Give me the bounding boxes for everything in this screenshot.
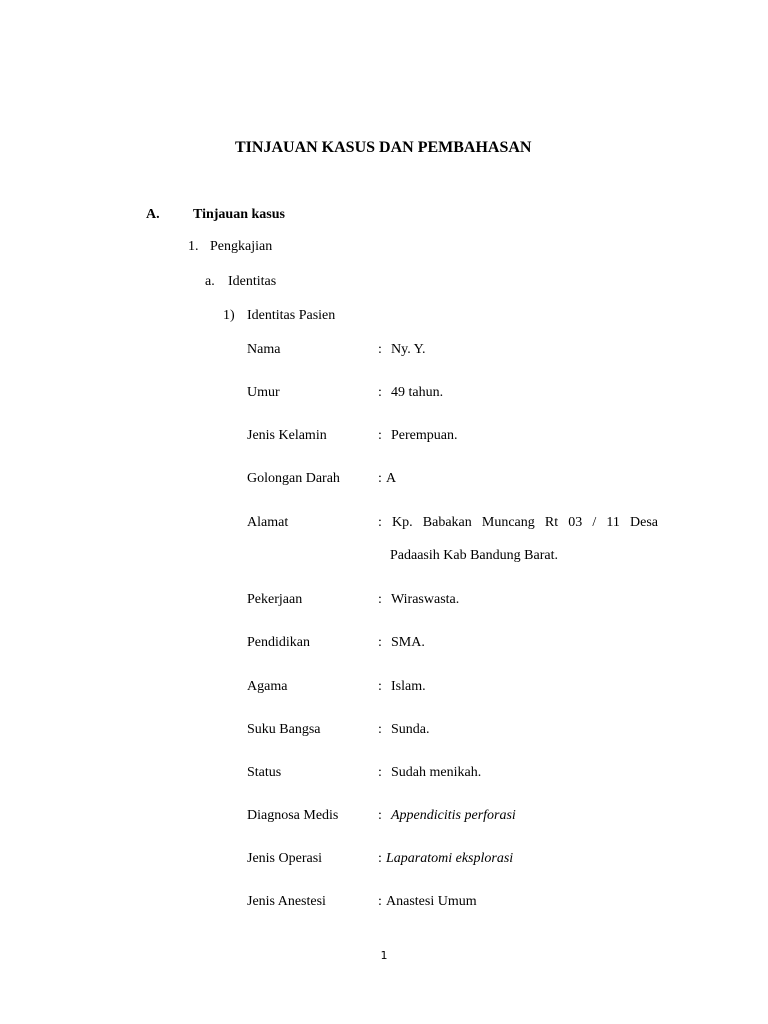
item-heading: Identitas Pasien (247, 308, 336, 323)
subsubsection-letter: a. (205, 274, 215, 289)
section-heading: Tinjauan kasus (193, 207, 285, 222)
field-value-diagnosa-medis: Appendicitis perforasi (391, 808, 516, 823)
field-value-pekerjaan: Wiraswasta. (391, 592, 460, 607)
field-value-umur: 49 tahun. (391, 385, 444, 400)
address-word: Babakan (422, 515, 472, 530)
field-value-status: Sudah menikah. (391, 765, 482, 780)
field-colon: : (378, 471, 382, 486)
page-number: 1 (380, 949, 388, 962)
field-colon: : (378, 342, 382, 357)
field-label-pendidikan: Pendidikan (247, 635, 310, 650)
address-word: / (592, 515, 597, 530)
field-colon: : (378, 428, 382, 443)
field-label-jenis-kelamin: Jenis Kelamin (247, 428, 327, 443)
field-colon: : (378, 385, 382, 400)
subsection-heading: Pengkajian (210, 239, 273, 254)
field-value-jenis-operasi: Laparatomi eksplorasi (386, 851, 514, 866)
item-number: 1) (223, 308, 235, 323)
field-label-jenis-anestesi: Jenis Anestesi (247, 894, 326, 909)
field-colon: : (378, 851, 382, 866)
section-letter: A. (146, 207, 160, 222)
address-word: Muncang (481, 515, 535, 530)
field-label-pekerjaan: Pekerjaan (247, 592, 303, 607)
field-colon: : (378, 679, 382, 694)
field-label-status: Status (247, 765, 282, 780)
field-value-alamat-continued: Padaasih Kab Bandung Barat. (390, 548, 558, 563)
field-colon: : (378, 515, 382, 530)
field-value-nama: Ny. Y. (391, 342, 426, 357)
page-title: TINJAUAN KASUS DAN PEMBAHASAN (235, 139, 532, 156)
field-colon: : (378, 894, 382, 909)
subsubsection-heading: Identitas (228, 274, 277, 289)
field-label-umur: Umur (247, 385, 280, 400)
address-word: Kp. (392, 515, 413, 530)
field-value-golongan-darah: A (386, 471, 397, 486)
field-label-alamat: Alamat (247, 515, 289, 530)
field-label-agama: Agama (247, 679, 288, 694)
field-colon: : (378, 635, 382, 650)
field-colon: : (378, 808, 382, 823)
field-value-agama: Islam. (391, 679, 426, 694)
subsection-number: 1. (188, 239, 199, 254)
field-colon: : (378, 722, 382, 737)
field-label-jenis-operasi: Jenis Operasi (247, 851, 323, 866)
field-label-suku-bangsa: Suku Bangsa (247, 722, 321, 737)
field-value-pendidikan: SMA. (391, 635, 425, 650)
address-word: 11 (606, 515, 620, 530)
address-word: Desa (630, 515, 658, 530)
field-colon: : (378, 765, 382, 780)
field-label-diagnosa-medis: Diagnosa Medis (247, 808, 339, 823)
field-colon: : (378, 592, 382, 607)
field-value-alamat (378, 516, 658, 530)
address-word: Rt (544, 515, 559, 530)
field-value-suku-bangsa: Sunda. (391, 722, 430, 737)
address-word: 03 (568, 515, 583, 530)
field-value-jenis-anestesi: Anastesi Umum (386, 894, 477, 909)
field-label-golongan-darah: Golongan Darah (247, 471, 340, 486)
field-value-jenis-kelamin: Perempuan. (391, 428, 458, 443)
field-label-nama: Nama (247, 342, 281, 357)
